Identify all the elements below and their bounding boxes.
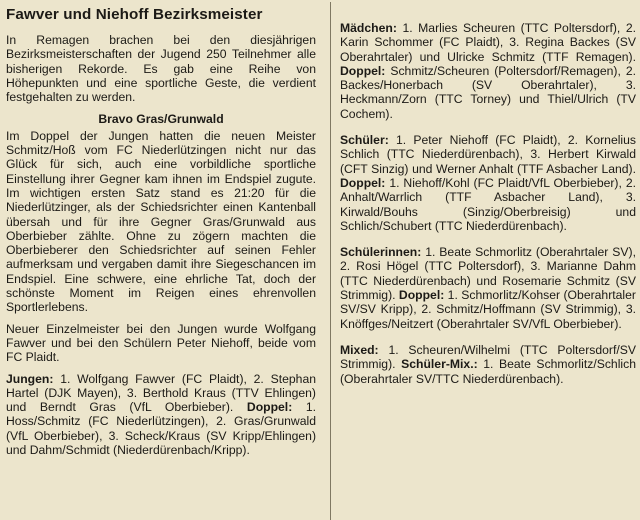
- results-jungen-doubles: 1. Hoss/Schmitz (FC Niederlützingen), 2. Gras/Grunwald (VfL Oberbieber), 3. Scheck/Kraus (SV Kripp/Ehlingen) und Dahm/Schmidt (Niederdürenbach/Kripp).: [6, 400, 317, 458]
- article-paragraph-2: Neuer Einzelmeister bei den Jungen wurde Wolfgang Fawver und bei den Schülern Peter Niehoff, beide vom FC Plaidt.: [6, 321, 316, 365]
- article-headline: Fawver und Niehoff Bezirksmeister: [6, 6, 263, 23]
- results-maedchen-label: Mädchen:: [340, 21, 397, 35]
- results-maedchen-doubles: Schmitz/Scheuren (Poltersdorf/Remagen), 2. Backes/Honerbach (SV Oberahrtaler), 3. Heckmann/Zorn (TTC Torney) und Thiel/Ulrich (TV Cochem).: [340, 63, 636, 121]
- right-column: [336, 0, 640, 520]
- results-jungen-singles: 1. Wolfgang Fawver (FC Plaidt), 2. Stephan Hartel (DJK Mayen), 3. Berthold Kraus (TTV Ehlingen) und Berndt Gras (VfL Oberbieber).: [6, 371, 316, 415]
- results-schueler-label: Schüler:: [340, 133, 389, 148]
- results-schuelerinnen-label: Schülerinnen:: [340, 245, 422, 260]
- article-paragraph-1: Im Doppel der Jungen hatten die neuen Meister Schmitz/Hoß vom FC Niederlützingen nicht nur das Glück für sich, auch eine vorbildliche sportliche Einstellung ihrer Gegner kam ihnen im Endspiel zugute. Im wichtigen ersten Satz stand es 21:20 für die Niederlützinger, als der Schiedsrichter einen Kantenball übersah und für ihre Gegner Gras/Grunwald aus Oberbieber zählte. Ohne zu zögern machten die Oberbieberer den Schiedsrichter auf seinen Fehler aufmerksam und vergaben damit ihre Siegeschancen im Endspiel. Eine schwere, eine ehrliche Tat, doch der schönste Moment im Reigen eines ehrenvollen Sportlerlebens.: [6, 128, 316, 315]
- article-lead: In Remagen brachen bei den diesjährigen Bezirksmeisterschaften der Jugend 250 Teilnehmer alle bisherigen Rekorde. Es gab eine Reihe von Höhepunkten und eine sportliche Geste, die verdient festgehalten zu werden.: [6, 33, 316, 105]
- results-mixed-text: 1. Scheuren/Wilhelmi (TTC Poltersdorf/SV Strimmig).: [340, 342, 636, 372]
- results-jungen: [6, 372, 316, 458]
- results-schuelerinnen-doubles: 1. Schmorlitz/Kohser (Oberahrtaler SV/SV Kripp), 2. Schmitz/Hoffmann (SV Strimmig), 3. Knöffges/Neitzert (Oberahrtaler SV/VfL Oberbieber).: [340, 288, 636, 331]
- results-schueler-doubles: 1. Niehoff/Kohl (FC Plaidt/VfL Oberbieber), 2. Anhalt/Warrlich (TTF Asbacher Land), 3. Kirwald/Bouhs (Sinzig/Oberbreisig) und Schlich/Schubert (TTC Niederdürenbach).: [340, 175, 636, 233]
- results-maedchen-doubles-label: Doppel:: [340, 63, 386, 78]
- results-schuelerinnen: [340, 245, 636, 331]
- results-mixed-label: Mixed:: [340, 342, 379, 357]
- results-jungen-doubles-label: Doppel:: [246, 400, 293, 415]
- column-divider: [330, 2, 331, 520]
- results-maedchen-singles: 1. Marlies Scheuren (TTC Poltersdorf), 2. Karin Schommer (FC Plaidt), 3. Regina Backes (SV Oberahrtaler) und Ulricke Schmitz (TTF Remagen).: [340, 21, 636, 64]
- results-maedchen: [340, 21, 636, 121]
- results-schuelerinnen-singles: 1. Beate Schmorlitz (Oberahrtaler SV), 2. Rosi Högel (TTC Poltersdorf), 3. Marianne Dahm (TTC Niederdürenbach) und Rosemarie Schmitz (SV Strimmig).: [340, 245, 636, 303]
- results-schueler-mixed: 1. Beate Schmorlitz/Schlich (Oberahrtaler SV/TTC Niederdürenbach).: [340, 357, 636, 386]
- results-schueler-mixed-label: Schüler-Mix.:: [401, 357, 478, 372]
- results-mixed: [340, 343, 636, 386]
- results-schueler-singles: 1. Peter Niehoff (FC Plaidt), 2. Kornelius Schlich (TTC Niederdürenbach), 3. Herbert Kirwald (CFT Sinzig) und Werner Anhalt (TTF Asbacher Land).: [340, 133, 637, 176]
- results-schuelerinnen-doubles-label: Doppel:: [398, 288, 445, 303]
- results-schueler: [340, 133, 636, 233]
- results-jungen-label: Jungen:: [6, 371, 54, 386]
- results-schueler-doubles-label: Doppel:: [340, 175, 386, 190]
- article-subhead: Bravo Gras/Grunwald: [98, 112, 224, 127]
